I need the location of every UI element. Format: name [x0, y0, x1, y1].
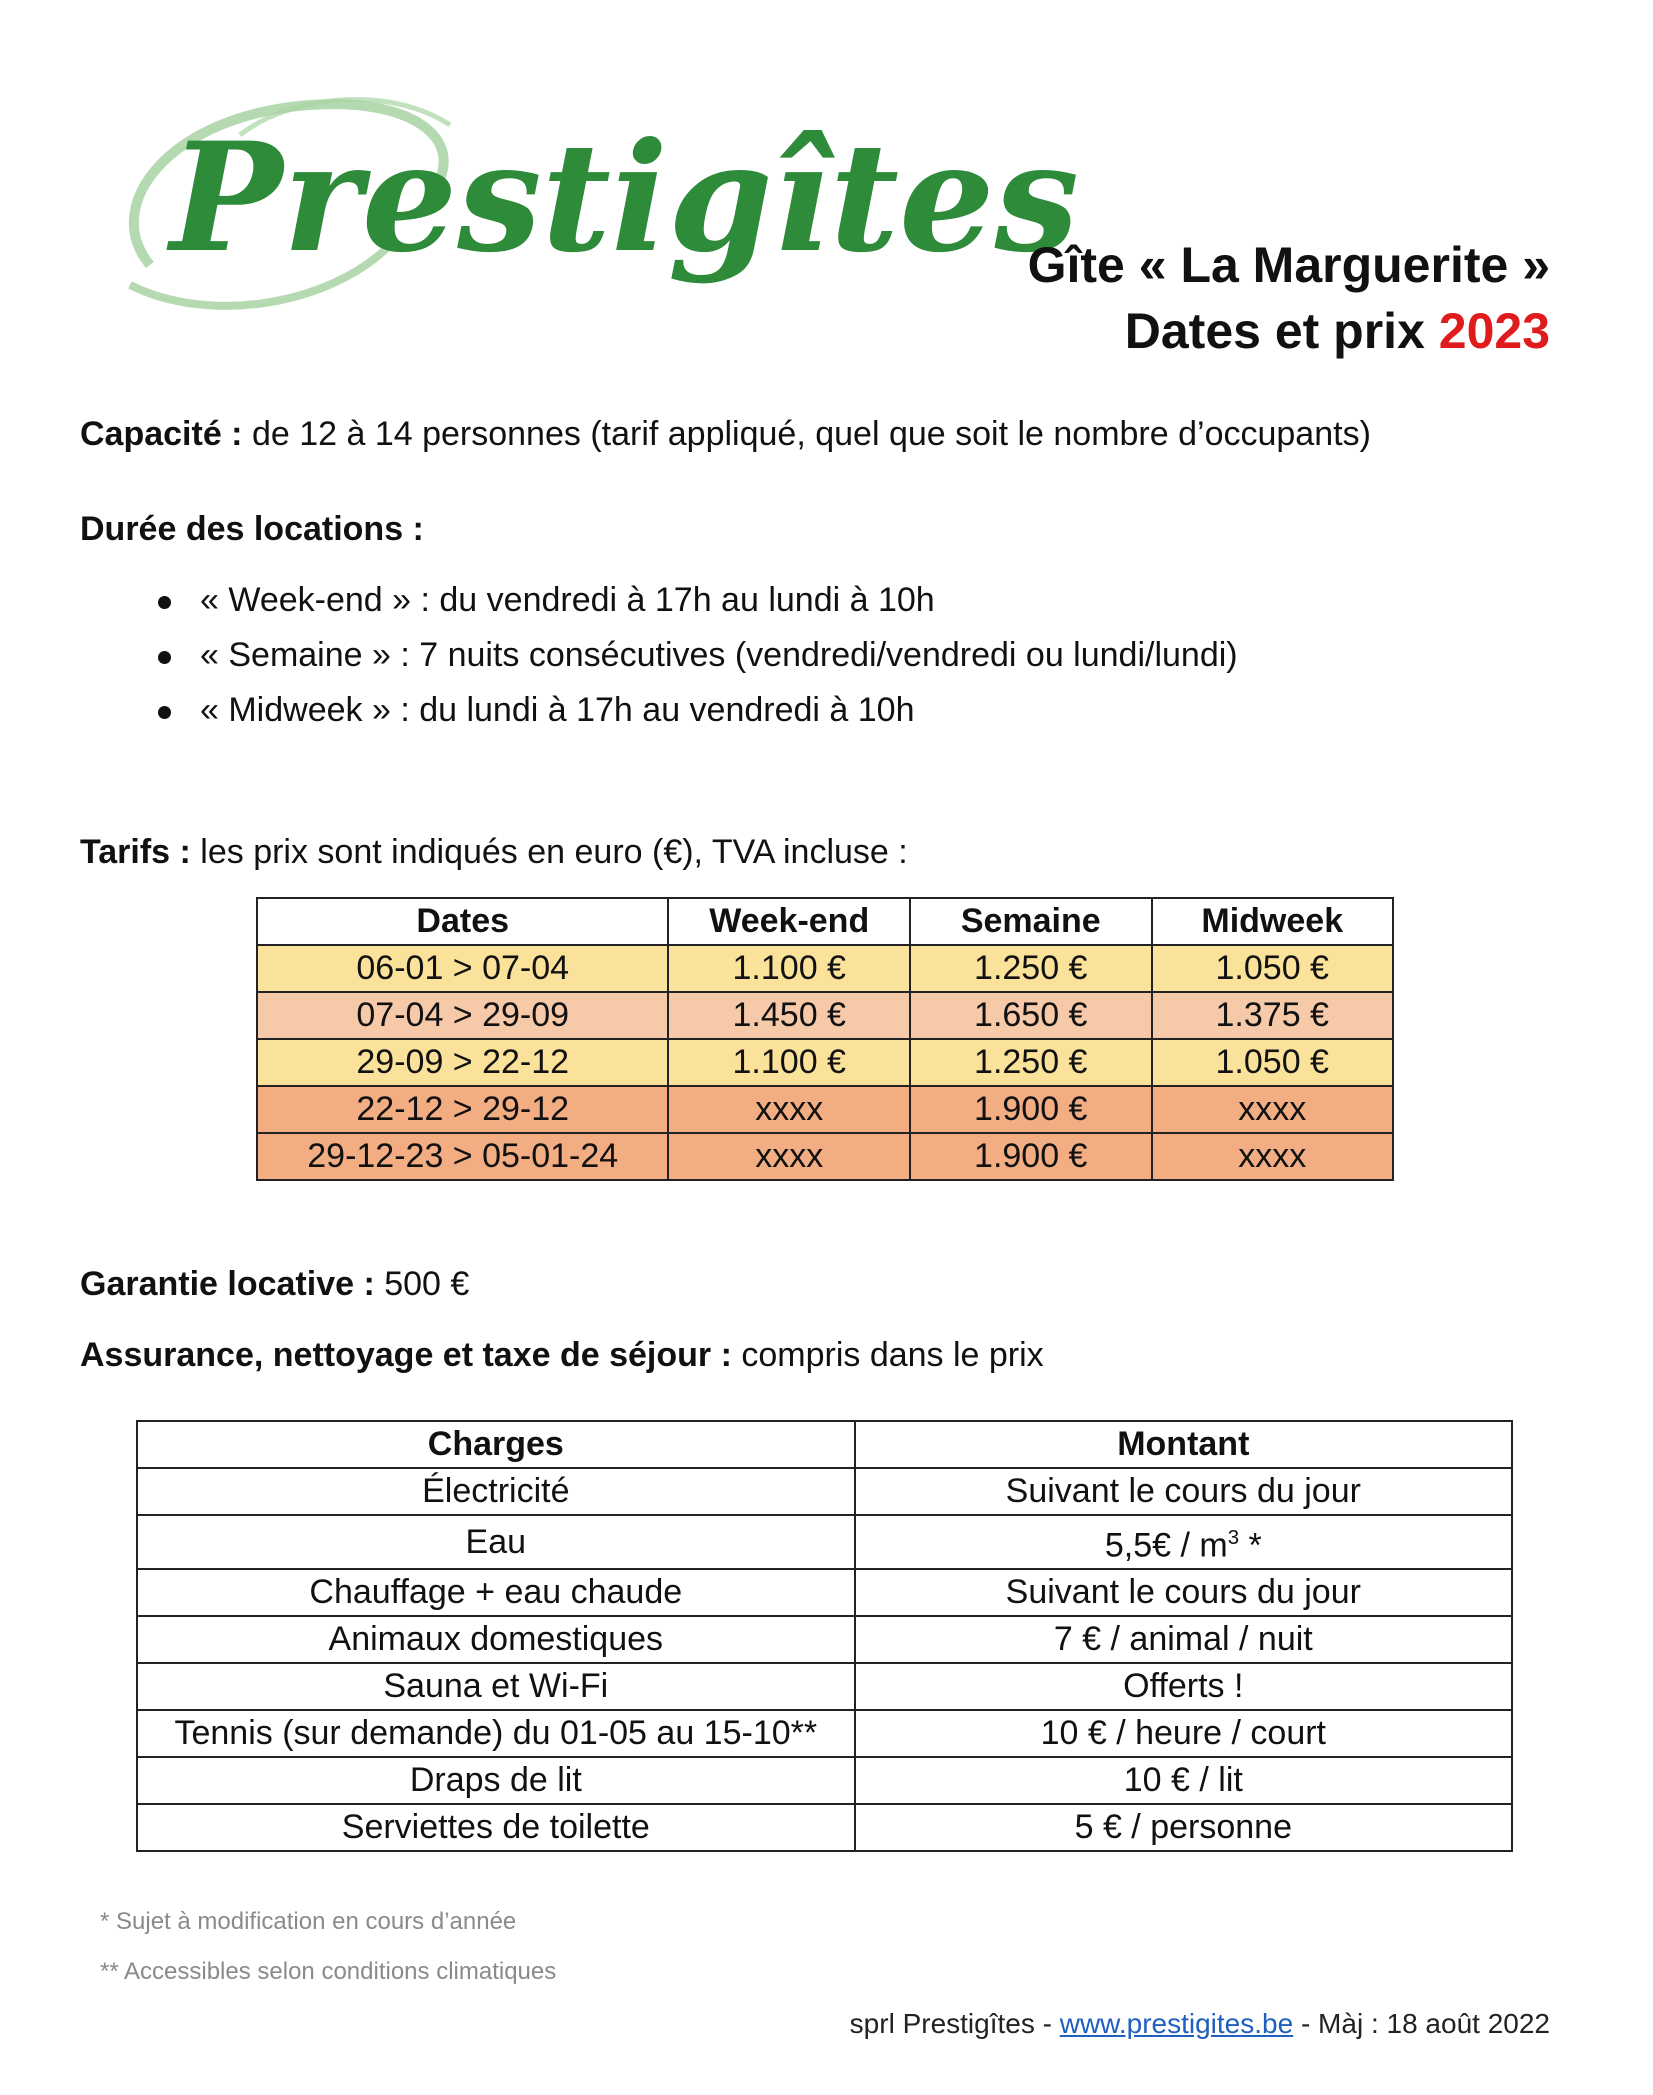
table-cell: Tennis (sur demande) du 01-05 au 15-10**: [137, 1710, 855, 1757]
page-footer: [850, 2008, 1550, 2040]
insurance-text: compris dans le prix: [731, 1336, 1044, 1374]
prestigites-logo: [90, 75, 1080, 345]
logo-wordmark: Prestigîtes: [170, 110, 1080, 286]
table-cell: 22-12 > 29-12: [257, 1086, 668, 1133]
table-cell: 5 € / personne: [855, 1804, 1512, 1851]
table-cell: 1.900 €: [910, 1086, 1151, 1133]
table-cell: Chauffage + eau chaude: [137, 1569, 855, 1616]
document-title: [1028, 232, 1550, 364]
table-cell: Draps de lit: [137, 1757, 855, 1804]
table-row: [137, 1710, 1512, 1757]
table-header-row: [257, 898, 1393, 945]
table-header: Semaine: [910, 898, 1151, 945]
tariffs-text: les prix sont indiqués en euro (€), TVA incluse :: [190, 833, 908, 871]
table-header-row: [137, 1421, 1512, 1468]
insurance-line: [80, 1333, 1044, 1377]
deposit-text: 500 €: [374, 1265, 470, 1303]
table-cell: xxxx: [1152, 1086, 1394, 1133]
table-cell: 10 € / heure / court: [855, 1710, 1512, 1757]
table-cell: Électricité: [137, 1468, 855, 1515]
table-cell: Eau: [137, 1515, 855, 1569]
table-cell: 1.100 €: [668, 1039, 910, 1086]
table-cell: xxxx: [1152, 1133, 1394, 1180]
table-cell: 10 € / lit: [855, 1757, 1512, 1804]
table-cell: Sauna et Wi-Fi: [137, 1663, 855, 1710]
website-link[interactable]: www.prestigites.be: [1059, 2008, 1294, 2039]
table-cell: 1.050 €: [1152, 1039, 1394, 1086]
footer-prefix: sprl Prestigîtes -: [849, 2008, 1060, 2039]
table-row: [137, 1757, 1512, 1804]
table-row: [137, 1804, 1512, 1851]
table-row: [137, 1569, 1512, 1616]
table-row: [137, 1616, 1512, 1663]
water-footnote-mark: *: [1239, 1526, 1262, 1565]
table-cell: xxxx: [668, 1086, 910, 1133]
table-row: [257, 992, 1393, 1039]
price-table: [256, 897, 1394, 1181]
table-cell: 1.250 €: [910, 1039, 1151, 1086]
table-cell: xxxx: [668, 1133, 910, 1180]
table-cell: 29-12-23 > 05-01-24: [257, 1133, 668, 1180]
table-header: Week-end: [668, 898, 910, 945]
table-cell: 07-04 > 29-09: [257, 992, 668, 1039]
table-row: [257, 945, 1393, 992]
list-item: « Week-end » : du vendredi à 17h au lundi à 10h: [150, 573, 1238, 628]
table-header: Dates: [257, 898, 668, 945]
insurance-label: Assurance, nettoyage et taxe de séjour :: [80, 1336, 732, 1374]
list-item: « Midweek » : du lundi à 17h au vendredi à 10h: [150, 683, 1238, 738]
title-year: 2023: [1438, 303, 1550, 359]
table-cell: 06-01 > 07-04: [257, 945, 668, 992]
title-line2: [1028, 298, 1550, 364]
title-line1: Gîte « La Marguerite »: [1027, 237, 1550, 293]
footnote-1: * Sujet à modification en cours d’année: [100, 1908, 517, 1935]
durations-label: Durée des locations :: [80, 510, 424, 548]
tariffs-line: [80, 830, 908, 874]
table-row: [257, 1133, 1393, 1180]
table-cell: Animaux domestiques: [137, 1616, 855, 1663]
footer-suffix: - Màj : 18 août 2022: [1293, 2008, 1550, 2039]
table-cell: 7 € / animal / nuit: [855, 1616, 1512, 1663]
durations-list: [150, 573, 1238, 738]
list-item: « Semaine » : 7 nuits consécutives (vendredi/vendredi ou lundi/lundi): [150, 628, 1238, 683]
table-cell: 1.650 €: [910, 992, 1151, 1039]
table-row: [137, 1468, 1512, 1515]
capacity-label: Capacité :: [80, 415, 243, 453]
table-cell: 1.900 €: [910, 1133, 1151, 1180]
title-line2-prefix: Dates et prix: [1124, 303, 1439, 359]
table-row: [257, 1039, 1393, 1086]
table-cell: Suivant le cours du jour: [855, 1468, 1512, 1515]
water-unit-superscript: 3: [1227, 1527, 1240, 1549]
table-cell: Suivant le cours du jour: [855, 1569, 1512, 1616]
table-header: Midweek: [1152, 898, 1394, 945]
table-cell: 1.050 €: [1152, 945, 1394, 992]
table-cell: Offerts !: [855, 1663, 1512, 1710]
tariffs-label: Tarifs :: [80, 833, 191, 871]
durations-heading: [80, 507, 424, 551]
table-cell: 1.375 €: [1152, 992, 1394, 1039]
table-row: [257, 1086, 1393, 1133]
water-price: 5,5€ / m: [1104, 1526, 1228, 1565]
footnote-2: ** Accessibles selon conditions climatiques: [100, 1958, 557, 1985]
table-row: [137, 1663, 1512, 1710]
table-cell: 1.450 €: [668, 992, 910, 1039]
table-cell: [855, 1515, 1512, 1569]
table-cell: Serviettes de toilette: [137, 1804, 855, 1851]
deposit-label: Garantie locative :: [80, 1265, 375, 1303]
capacity-line: [80, 412, 1371, 456]
table-cell: 29-09 > 22-12: [257, 1039, 668, 1086]
capacity-text: de 12 à 14 personnes (tarif appliqué, quel que soit le nombre d’occupants): [242, 415, 1371, 453]
deposit-line: [80, 1262, 469, 1306]
table-row: [137, 1515, 1512, 1569]
table-header: Montant: [855, 1421, 1512, 1468]
table-cell: 1.250 €: [910, 945, 1151, 992]
charges-table: [136, 1420, 1513, 1852]
table-cell: 1.100 €: [668, 945, 910, 992]
table-header: Charges: [137, 1421, 855, 1468]
